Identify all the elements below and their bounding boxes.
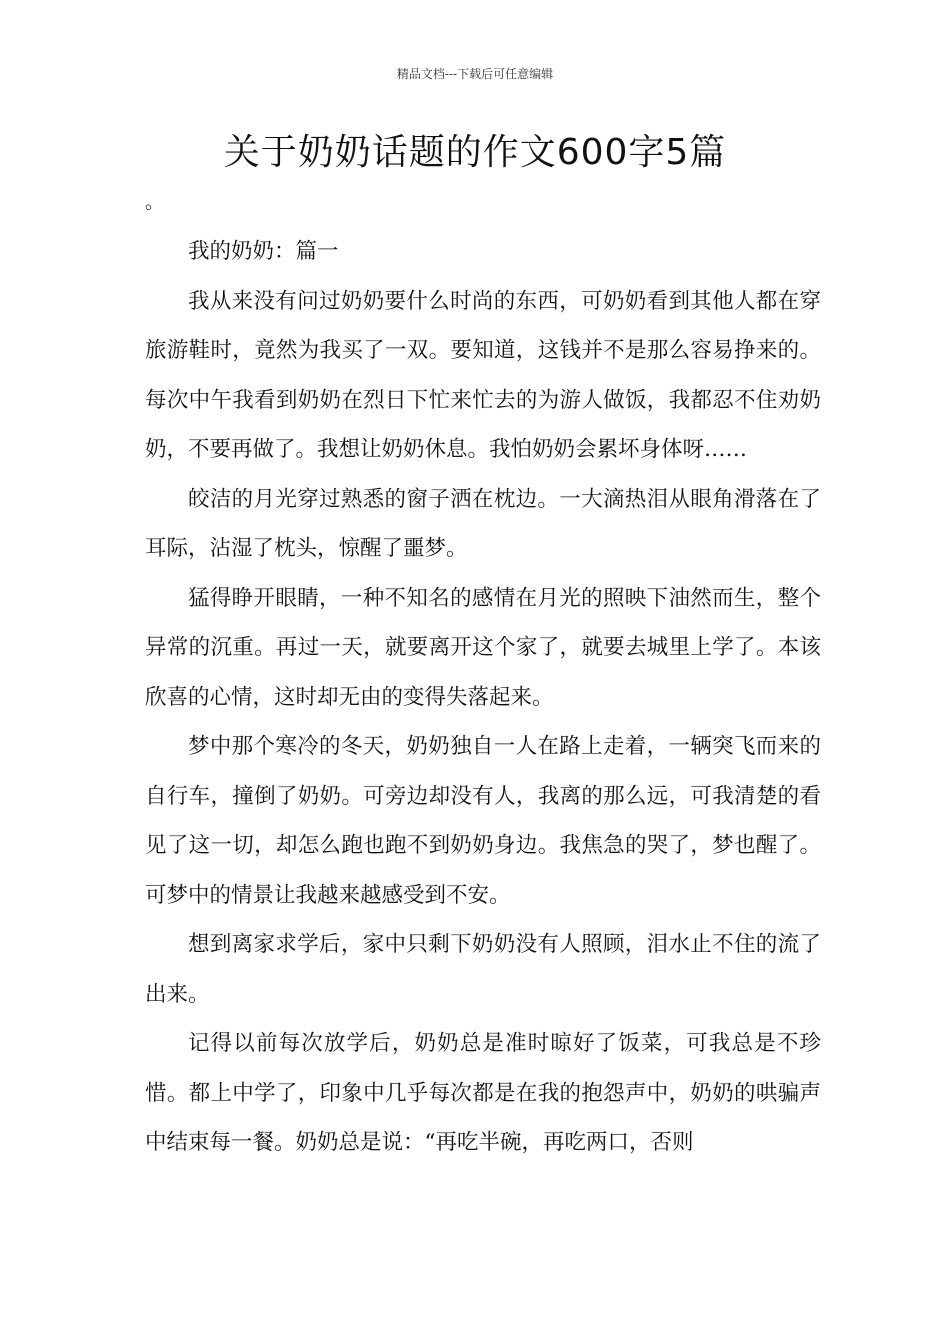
body-paragraph: 猛得睁开眼睛，一种不知名的感情在月光的照映下油然而生，整个异常的沉重。再过一天，就要离开这个家了，就要去城里上学了。本该欣喜的心情，这时却无由的变得失落起来。	[145, 585, 821, 710]
body-paragraph: 梦中那个寒冷的冬天，奶奶独自一人在路上走着，一辆突飞而来的自行车，撞倒了奶奶。可旁边却没有人，我离的那么远，可我清楚的看见了这一切，却怎么跑也跑不到奶奶身边。我焦急的哭了，梦也醒了。可梦中的情景让我越来越感受到不安。	[145, 734, 821, 908]
document-body	[145, 227, 821, 1168]
document-title: 关于奶奶话题的作文600字5篇	[223, 132, 727, 173]
section-heading: 我的奶奶：篇一	[188, 239, 339, 264]
stray-period: 。	[145, 191, 165, 213]
body-paragraph: 我从来没有问过奶奶要什么时尚的东西，可奶奶看到其他人都在穿旅游鞋时，竟然为我买了一双。要知道，这钱并不是那么容易挣来的。每次中午我看到奶奶在烈日下忙来忙去的为游人做饭，我都忍不住劝奶奶，不要再做了。我想让奶奶休息。我怕奶奶会累坏身体呀……	[145, 288, 821, 462]
body-paragraph: 记得以前每次放学后，奶奶总是准时晾好了饭菜，可我总是不珍惜。都上中学了，印象中几乎每次都是在我的抱怨声中，奶奶的哄骗声中结束每一餐。奶奶总是说：“再吃半碗，再吃两口，否则	[145, 1031, 821, 1155]
page-header: 精品文档---下载后可任意编辑	[396, 67, 554, 81]
body-paragraph: 皎洁的月光穿过熟悉的窗子洒在枕边。一大滴热泪从眼角滑落在了耳际，沾湿了枕头，惊醒了噩梦。	[145, 486, 821, 561]
body-paragraph: 想到离家求学后，家中只剩下奶奶没有人照顾，泪水止不住的流了出来。	[145, 932, 821, 1007]
